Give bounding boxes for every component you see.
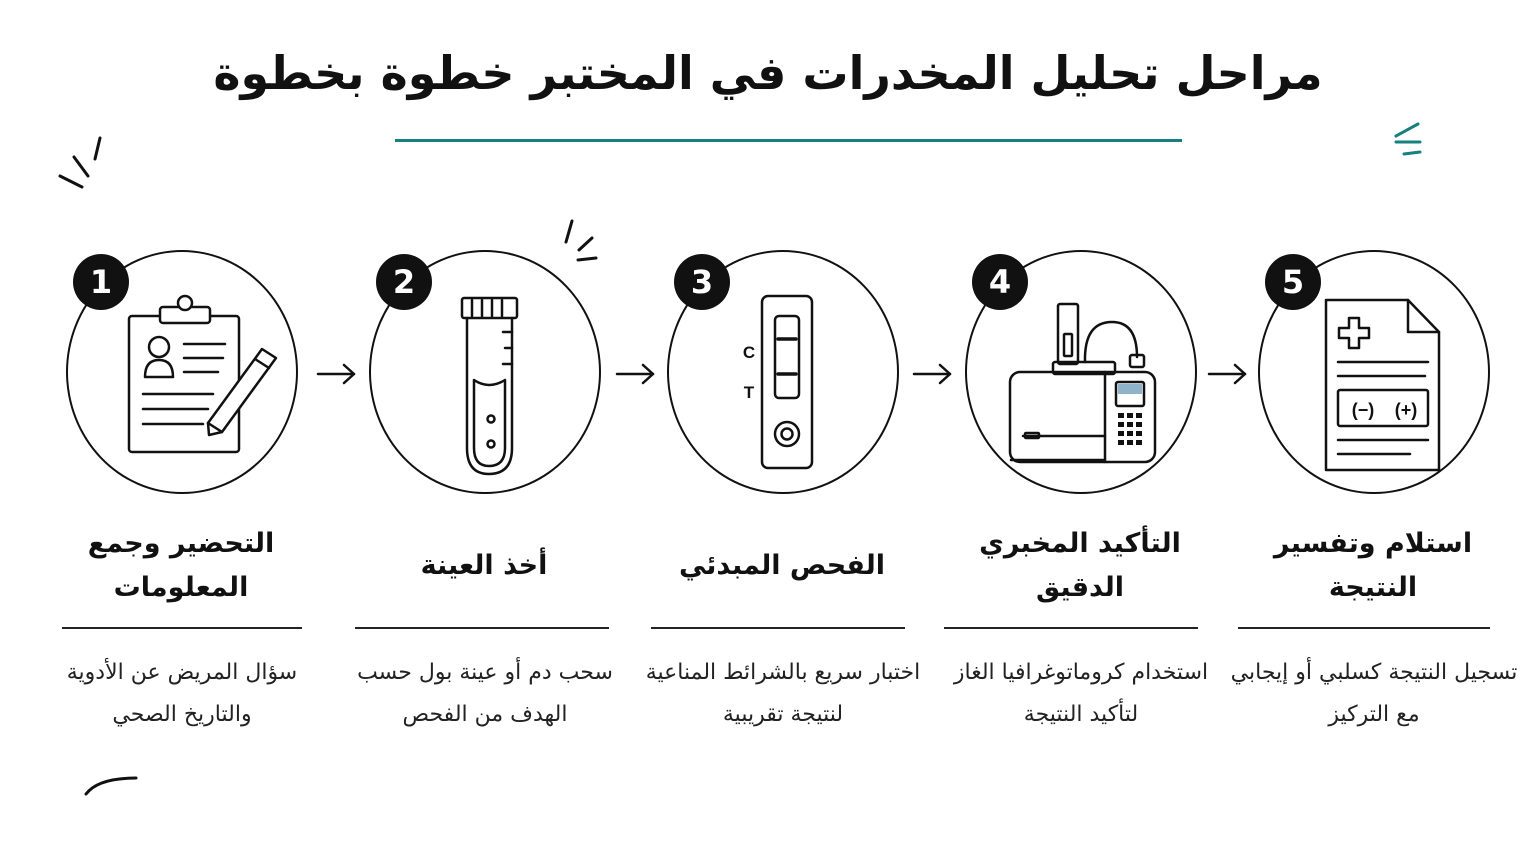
arrow-right-icon [912,360,956,388]
step-divider [355,627,609,629]
step-number-badge: 3 [674,254,730,310]
step-title: التحضير وجمع المعلومات [87,528,275,603]
step-number-badge: 2 [376,254,432,310]
title-underline [395,139,1182,142]
test-line-label: T [743,383,755,402]
step-divider [944,627,1198,629]
step-description: استخدام كروماتوغرافيا الغاز لتأكيد النتيجة [953,660,1209,727]
step-description: سؤال المريض عن الأدوية والتاريخ الصحي [66,660,298,727]
control-line-label: C [742,343,756,362]
step-number-badge: 1 [73,254,129,310]
step-divider [1238,627,1490,629]
step-description: اختبار سريع بالشرائط المناعية لنتيجة تقريبية [645,660,921,727]
step-title: استلام وتفسير النتيجة [1273,528,1473,603]
page-title: مراحل تحليل المخدرات في المختبر خطوة بخطوة [213,46,1323,100]
negative-result-label: (−) [1351,400,1375,420]
step-title: أخذ العينة [420,550,548,581]
arrow-right-icon [1207,360,1251,388]
step-divider [651,627,905,629]
step-description: تسجيل النتيجة كسلبي أو إيجابي مع التركيز [1230,660,1518,727]
step-number-badge: 5 [1265,254,1321,310]
step-description: سحب دم أو عينة بول حسب الهدف من الفحص [357,660,613,727]
positive-result-label: (+) [1394,400,1418,420]
step-number-badge: 4 [972,254,1028,310]
step-title: التأكيد المخبري الدقيق [979,528,1181,603]
swoosh-icon [80,770,144,800]
arrow-right-icon [615,360,659,388]
arrow-right-icon [316,360,360,388]
step-title: الفحص المبدئي [678,550,886,581]
sparkle-lines-icon [55,133,107,191]
sparkle-lines-icon [1390,120,1430,160]
step-divider [62,627,302,629]
